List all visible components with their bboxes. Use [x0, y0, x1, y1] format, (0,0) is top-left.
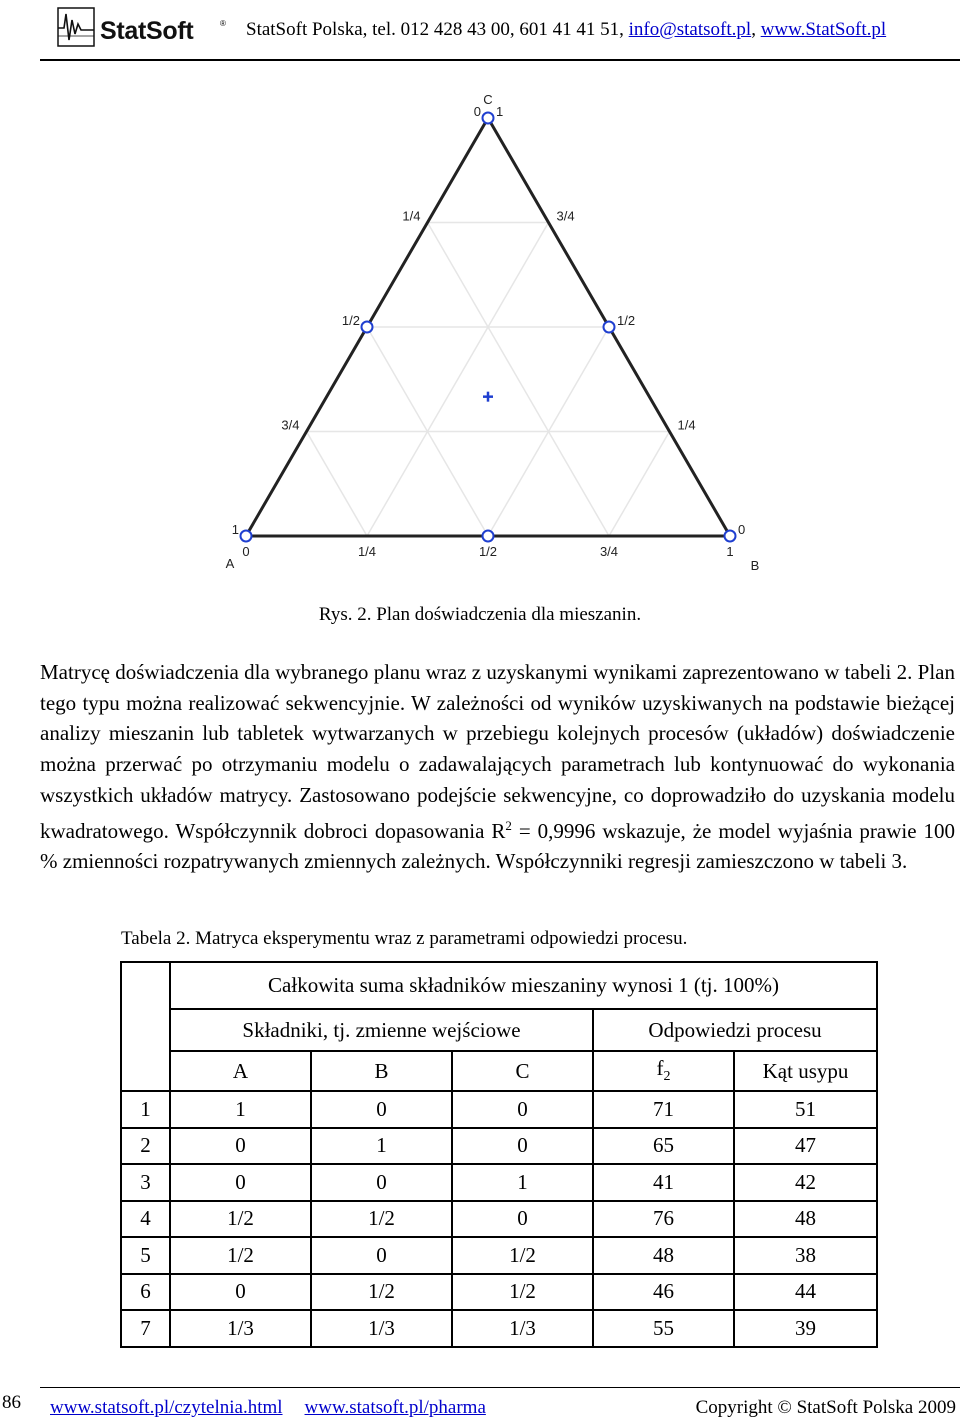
- bottom-tick-label: 1/4: [357, 544, 377, 559]
- table-cell: 1/2: [311, 1201, 452, 1238]
- group-outputs: Odpowiedzi procesu: [593, 1009, 877, 1051]
- row-number-cell: 6: [121, 1274, 170, 1311]
- table-cell: 55: [593, 1310, 734, 1347]
- design-point-marker: [725, 531, 736, 542]
- table-caption: Tabela 2. Matryca eksperymentu wraz z parametrami odpowiedzi procesu.: [121, 928, 688, 949]
- table-group-row: [121, 1009, 877, 1051]
- paragraph-part1: Matrycę doświadczenia dla wybranego planu wraz z uzyskanymi wynikami zaprezentowano w tabeli 2. Plan tego typu można realizować sekwencyjnie. W zależności od wyników uzyskiwanych na podstawie bieżącej analizy mieszanin lub tabletek wytwarzanych w przebiegu kolejnych procesów (układów) doświadczenie można przerwać po otrzymaniu modelu o zadawalających parametrach lub kontynuować do wykonania wszystkich układów matrycy. Zastosowano podejście sekwencyjne, co doprowadziło do uzyskania modelu kwadratowego. Współczynnik dobroci dopasowania R: [40, 660, 955, 843]
- ternary-diagram: [200, 80, 780, 580]
- design-point-marker: [362, 322, 373, 333]
- footer-copyright: Copyright © StatSoft Polska 2009: [695, 1397, 956, 1418]
- table-cell: 39: [734, 1310, 877, 1347]
- bottom-tick-label: 0: [242, 544, 250, 559]
- vertex-label-a: A: [225, 556, 235, 571]
- contact-text: StatSoft Polska, tel. 012 428 43 00, 601 41 41 51,: [246, 19, 629, 40]
- paragraph-part2: = 0,9996 wskazuje, że model wyjaśnia prawie 100 % zmienności rozpatrywanych zmiennych zależnych. Współczynniki regresji zamieszczono w tabeli 3.: [40, 818, 955, 874]
- design-point-marker: [604, 322, 615, 333]
- right-tick-label: 3/4: [556, 208, 575, 224]
- bottom-tick-label: 1: [726, 544, 734, 559]
- left-tick-label: 1/4: [402, 208, 421, 224]
- col-header-c: C: [452, 1051, 593, 1091]
- table-row: [121, 1310, 877, 1347]
- vertex-label-c: C: [483, 92, 493, 107]
- row-number-cell: 1: [121, 1091, 170, 1128]
- table-cell: 1/3: [452, 1310, 593, 1347]
- table-cell: 65: [593, 1128, 734, 1165]
- grid-line: [609, 432, 670, 537]
- grid-line: [428, 223, 610, 537]
- table-cell: 48: [593, 1237, 734, 1274]
- grid-line: [367, 223, 549, 537]
- left-tick-label: 0: [473, 104, 481, 119]
- right-tick-label: 1/4: [677, 417, 696, 433]
- table-cell: 0: [311, 1091, 452, 1128]
- website-link[interactable]: www.StatSoft.pl: [760, 19, 887, 40]
- right-tick-label: 1/2: [617, 313, 636, 328]
- group-inputs: Składniki, tj. zmienne wejściowe: [170, 1009, 593, 1051]
- table-cell: 1/3: [311, 1310, 452, 1347]
- table-column-header-row: [121, 1051, 877, 1091]
- col-header-b: B: [311, 1051, 452, 1091]
- row-number-cell: 2: [121, 1128, 170, 1165]
- table-cell: 1/3: [170, 1310, 311, 1347]
- footer-link-czytelnia[interactable]: www.statsoft.pl/czytelnia.html: [50, 1397, 283, 1418]
- table-cell: 0: [170, 1164, 311, 1201]
- footer-rule: [40, 1387, 960, 1388]
- design-point-marker: [483, 113, 494, 124]
- bottom-tick-label: 3/4: [599, 544, 619, 559]
- row-number-cell: 7: [121, 1310, 170, 1347]
- row-number-cell: 3: [121, 1164, 170, 1201]
- logo-registered-mark: ®: [220, 19, 226, 28]
- table-cell: 76: [593, 1201, 734, 1238]
- table-corner-cell: [121, 962, 170, 1091]
- table-cell: 1: [311, 1128, 452, 1165]
- table-row: [121, 1128, 877, 1165]
- page-header: [0, 0, 960, 62]
- experiment-matrix-table: [120, 961, 878, 1348]
- table-cell: 44: [734, 1274, 877, 1311]
- table-cell: 0: [452, 1128, 593, 1165]
- table-cell: 1/2: [170, 1201, 311, 1238]
- table-cell: 1/2: [452, 1237, 593, 1274]
- email-link[interactable]: info@statsoft.pl: [628, 19, 752, 40]
- table-row: [121, 1274, 877, 1311]
- bottom-tick-label: 1/2: [478, 544, 498, 559]
- col-header-f-sub: 2: [663, 1069, 671, 1085]
- vertex-label-b: B: [750, 558, 760, 573]
- table-cell: 1: [170, 1091, 311, 1128]
- table-cell: 42: [734, 1164, 877, 1201]
- table-cell: 41: [593, 1164, 734, 1201]
- contact-separator: ,: [751, 19, 761, 40]
- table-title: Całkowita suma składników mieszaniny wynosi 1 (tj. 100%): [170, 962, 877, 1009]
- header-contact: [246, 19, 886, 41]
- table-cell: 1/2: [170, 1237, 311, 1274]
- body-paragraph: [40, 657, 955, 877]
- logo-text: StatSoft: [100, 17, 194, 45]
- table-cell: 0: [170, 1128, 311, 1165]
- design-point-marker: [483, 531, 494, 542]
- table-cell: 0: [311, 1237, 452, 1274]
- table-cell: 46: [593, 1274, 734, 1311]
- footer-link-pharma[interactable]: www.statsoft.pl/pharma: [304, 1397, 486, 1418]
- table-cell: 0: [452, 1201, 593, 1238]
- table-cell: 0: [311, 1164, 452, 1201]
- table-cell: 1/2: [452, 1274, 593, 1311]
- page-number: 86: [2, 1392, 21, 1413]
- col-header-a: A: [170, 1051, 311, 1091]
- table-cell: 1/2: [311, 1274, 452, 1311]
- left-tick-label: 3/4: [281, 417, 300, 433]
- figure-caption: Rys. 2. Plan doświadczenia dla mieszanin.: [318, 604, 642, 625]
- table-row: [121, 1164, 877, 1201]
- table-cell: 47: [734, 1128, 877, 1165]
- table-cell: 38: [734, 1237, 877, 1274]
- right-tick-label: 1: [496, 104, 504, 119]
- table-cell: 71: [593, 1091, 734, 1128]
- header-rule: [40, 59, 960, 61]
- diagram-labels: [226, 92, 760, 573]
- table-row: [121, 1201, 877, 1238]
- col-header-angle: Kąt usypu: [734, 1051, 877, 1091]
- row-number-cell: 4: [121, 1201, 170, 1238]
- table-row: [121, 1091, 877, 1128]
- row-number-cell: 5: [121, 1237, 170, 1274]
- table-cell: 51: [734, 1091, 877, 1128]
- table-cell: 0: [452, 1091, 593, 1128]
- diagram-grid: [307, 223, 670, 537]
- table-cell: 0: [170, 1274, 311, 1311]
- design-point-marker: [241, 531, 252, 542]
- col-header-f2: [593, 1051, 734, 1091]
- table-row: [121, 1237, 877, 1274]
- r-squared-superscript: 2: [505, 817, 512, 833]
- table-cell: 1: [452, 1164, 593, 1201]
- left-tick-label: 1/2: [341, 313, 360, 328]
- grid-line: [307, 432, 368, 537]
- table-title-row: [121, 962, 877, 1009]
- table-body: [121, 1091, 877, 1347]
- col-header-f: f: [656, 1056, 664, 1081]
- right-tick-label: 0: [738, 522, 746, 537]
- left-tick-label: 1: [231, 522, 239, 537]
- footer-links: [50, 1397, 486, 1419]
- table-cell: 48: [734, 1201, 877, 1238]
